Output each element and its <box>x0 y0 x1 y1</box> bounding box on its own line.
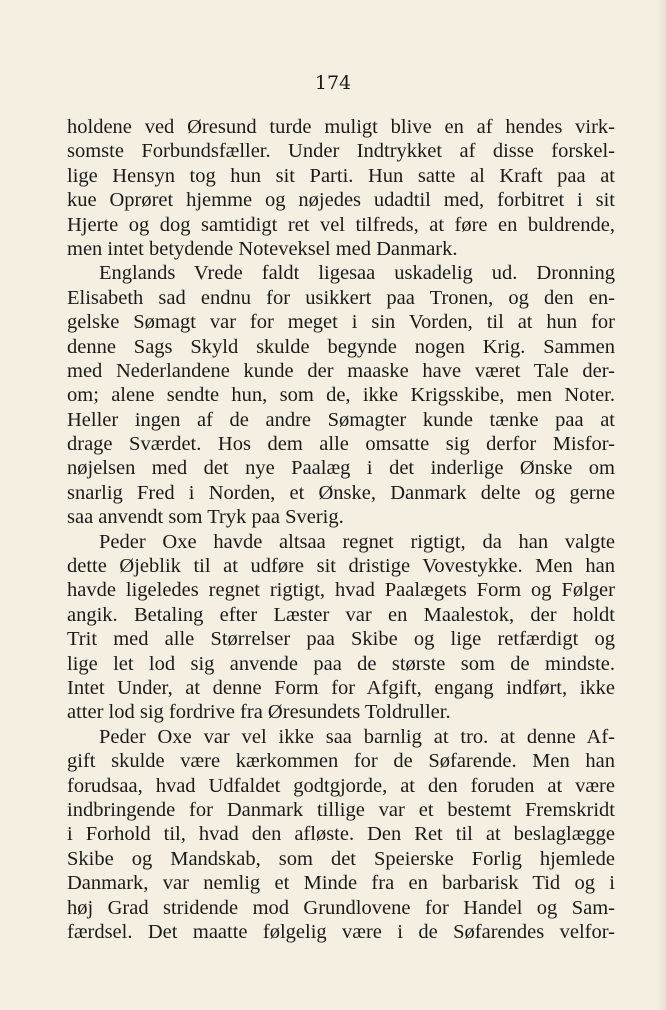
text-line: færdsel. Det maatte følgelig være i de Søfarendes velfor- <box>67 920 615 943</box>
body-text <box>67 115 615 944</box>
text-line: gelske Sømagt var for meget i sin Vorden, til at hun for <box>67 311 615 334</box>
text-line: nøjelsen med det nye Paalæg i det inderlige Ønske om <box>67 457 615 480</box>
text-line: men intet betydende Noteveksel med Danmark. <box>67 237 458 260</box>
text-line: Peder Oxe havde altsaa regnet rigtigt, da han valgte <box>99 530 615 553</box>
page-edge-shadow <box>656 0 666 1010</box>
text-line: havde ligeledes regnet rigtigt, hvad Paalægets Form og Følger <box>67 579 615 602</box>
text-line: saa anvendt som Tryk paa Sverig. <box>67 506 344 529</box>
text-line: Peder Oxe var vel ikke saa barnlig at tro. at denne Af- <box>99 725 615 748</box>
text-line: drage Sværdet. Hos dem alle omsatte sig derfor Misfor- <box>67 433 615 456</box>
text-line: Danmark, var nemlig et Minde fra en barbarisk Tid og i <box>67 872 615 895</box>
text-line: forudsaa, hvad Udfaldet godtgjorde, at den foruden at være <box>67 774 615 797</box>
text-line: lige let lod sig anvende paa de største som de mindste. <box>67 652 615 675</box>
text-line: angik. Betaling efter Læster var en Maalestok, der holdt <box>67 603 615 626</box>
text-line: i Forhold til, hvad den afløste. Den Ret til at beslaglægge <box>67 823 615 846</box>
text-line: dette Øjeblik til at udføre sit dristige Vovestykke. Men han <box>67 555 615 578</box>
text-line: gift skulde være kærkommen for de Søfarende. Men han <box>67 750 615 773</box>
text-line: kue Oprøret hjemme og nøjedes udadtil med, forbitret i sit <box>67 189 615 212</box>
text-line: snarlig Fred i Norden, et Ønske, Danmark delte og gerne <box>67 481 615 504</box>
text-line: holdene ved Øresund turde muligt blive en af hendes virk- <box>67 116 615 138</box>
text-line: med Nederlandene kunde der maaske have været Tale der- <box>67 359 615 382</box>
text-line: Hjerte og dog samtidigt ret vel tilfreds, at føre en buldrende, <box>67 213 615 236</box>
text-line: Heller ingen af de andre Sømagter kunde tænke paa at <box>67 408 615 431</box>
text-line: lige Hensyn tog hun sit Parti. Hun satte al Kraft paa at <box>67 164 615 187</box>
text-line: atter lod sig fordrive fra Øresundets Toldruller. <box>67 701 451 724</box>
text-line: om; alene sendte hun, som de, ikke Krigsskibe, men Noter. <box>67 384 615 407</box>
page-number: 174 <box>314 72 352 94</box>
text-line: indbringende for Danmark tillige var et bestemt Fremskridt <box>67 798 615 821</box>
text-line: somste Forbundsfæller. Under Indtrykket af disse forskel- <box>67 140 615 163</box>
text-line: Elisabeth sad endnu for usikkert paa Tronen, og den en- <box>67 286 615 309</box>
text-line: Englands Vrede faldt ligesaa uskadelig ud. Dronning <box>99 262 615 285</box>
text-line: Trit med alle Størrelser paa Skibe og lige retfærdigt og <box>67 628 615 651</box>
text-line: høj Grad stridende mod Grundlovene for Handel og Sam- <box>67 896 615 919</box>
text-line: Skibe og Mandskab, som det Speierske Forlig hjemlede <box>67 847 615 870</box>
text-line: denne Sags Skyld skulde begynde nogen Krig. Sammen <box>67 335 615 358</box>
text-line: Intet Under, at denne Form for Afgift, engang indført, ikke <box>67 676 615 699</box>
